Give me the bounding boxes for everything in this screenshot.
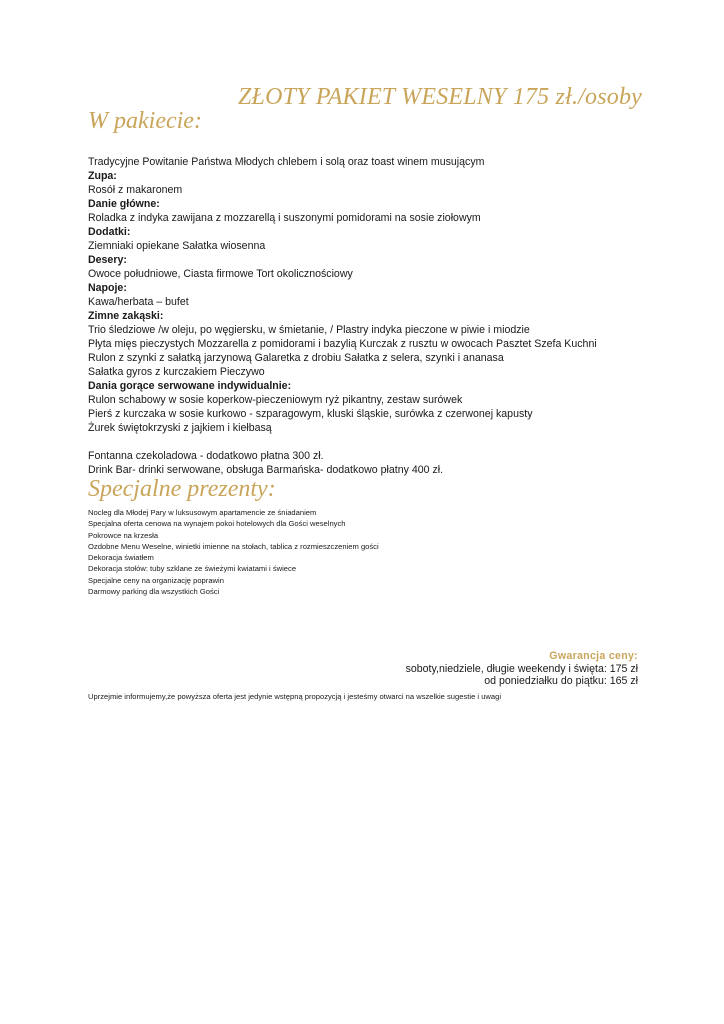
gift-item: Pokrowce na krzesła xyxy=(88,530,159,540)
menu-line: Pierś z kurczaka w sosie kurkowo - szparagowym, kluski śląskie, surówka z czerwonej kapusty xyxy=(88,408,533,420)
gift-item: Darmowy parking dla wszystkich Gości xyxy=(88,587,220,597)
price-guarantee xyxy=(406,650,638,688)
menu-line: Trio śledziowe /w oleju, po węgiersku, w śmietanie, / Plastry indyka pieczone w piwie i miodzie xyxy=(88,324,530,336)
menu-section-heading: Dodatki: xyxy=(88,226,131,238)
menu-section-heading: Dania gorące serwowane indywidualnie: xyxy=(88,380,292,392)
menu-line: Roladka z indyka zawijana z mozzarellą i suszonymi pomidorami na sosie ziołowym xyxy=(88,212,481,224)
menu-line: Kawa/herbata – bufet xyxy=(88,296,189,308)
menu-line: Rulon z szynki z sałatką jarzynową Galaretka z drobiu Sałatka z selera, szynki i ananasa xyxy=(88,352,504,364)
extra-line: Fontanna czekoladowa - dodatkowo płatna 300 zł. xyxy=(88,450,324,462)
guarantee-line: od poniedziałku do piątku: 165 zł xyxy=(484,675,638,687)
menu-line: Tradycyjne Powitanie Państwa Młodych chlebem i solą oraz toast winem musującym xyxy=(88,156,485,168)
gifts-list xyxy=(88,507,379,597)
menu-line: Owoce południowe, Ciasta firmowe Tort okolicznościowy xyxy=(88,268,353,280)
menu-list xyxy=(88,155,648,477)
menu-section-heading: Zupa: xyxy=(88,170,117,182)
menu-line: Sałatka gyros z kurczakiem Pieczywo xyxy=(88,366,265,378)
page-title: ZŁOTY PAKIET WESELNY 175 zł./osoby xyxy=(238,84,643,110)
menu-line: Rulon schabowy w sosie koperkow-pieczeniowym ryż pikantny, zestaw surówek xyxy=(88,394,463,406)
menu-section-heading: Napoje: xyxy=(88,282,127,294)
menu-section-heading: Danie główne: xyxy=(88,198,160,210)
spacer xyxy=(88,435,648,449)
menu-line: Ziemniaki opiekane Sałatka wiosenna xyxy=(88,240,266,252)
menu-line: Rosół z makaronem xyxy=(88,184,183,196)
guarantee-line: soboty,niedziele, długie weekendy i święta: 175 zł xyxy=(405,662,638,675)
menu-line: Żurek świętokrzyski z jajkiem i kiełbasą xyxy=(88,422,272,434)
gifts-heading: Specjalne prezenty: xyxy=(88,476,276,502)
package-heading: W pakiecie: xyxy=(88,108,202,134)
guarantee-title: Gwarancja ceny: xyxy=(549,650,638,662)
menu-line: Płyta mięs pieczystych Mozzarella z pomidorami i bazylią Kurczak z rusztu w owocach Pasztet Szefa Kuchni xyxy=(88,338,597,350)
menu-section-heading: Zimne zakąski: xyxy=(88,310,164,322)
menu-section-heading: Desery: xyxy=(88,254,127,266)
gift-item: Ozdobne Menu Weselne, winietki imienne na stołach, tablica z rozmieszczeniem gości xyxy=(88,541,379,551)
gift-item: Dekoracja stołów: tuby szklane ze świeżymi kwiatami i świece xyxy=(88,564,297,574)
gift-item: Nocleg dla Młodej Pary w luksusowym apartamencie ze śniadaniem xyxy=(88,508,317,517)
footer-note: Uprzejmie informujemy,że powyższa oferta jest jedynie wstępną propozycją i jesteśmy otwarci na wszelkie sugestie i uwagi xyxy=(88,692,502,701)
gift-item: Dekoracja światłem xyxy=(88,553,154,563)
extra-line: Drink Bar- drinki serwowane, obsługa Barmańska- dodatkowo płatny 400 zł. xyxy=(88,464,444,476)
gift-item: Specjalne ceny na organizację poprawin xyxy=(88,575,224,585)
gift-item: Specjalna oferta cenowa na wynajem pokoi hotelowych dla Gości weselnych xyxy=(88,519,346,529)
